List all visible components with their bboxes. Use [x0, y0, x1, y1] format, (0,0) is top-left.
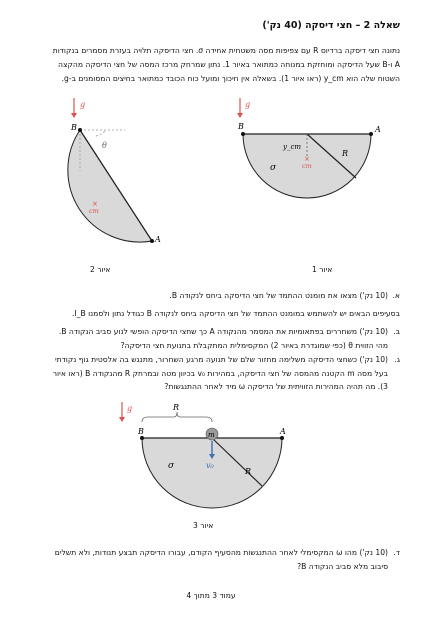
fig2-theta-label: θ — [102, 141, 107, 150]
fig2-half-disk — [68, 130, 152, 242]
fig3-A-label: A — [280, 427, 286, 436]
fig2-cm-cross: × — [92, 200, 98, 208]
fig1-B-label: B — [238, 122, 244, 131]
question-b-label: ב. — [393, 327, 400, 336]
question-title: שאלה 2 – חצי דיסקה (40 נק') — [262, 20, 400, 31]
question-c-line-2: בעל מסה m הקטנה מהמסה של חצי הדיסקה, במהירות v₀ בכיוון מטה ובמרחק R מהנקודה B (ראו איור — [52, 368, 388, 378]
fig3-g-label: g — [127, 404, 133, 413]
fig1-sigma-label: σ — [270, 163, 277, 173]
fig3-R-top-label: R — [173, 403, 180, 412]
fig1-R-label: R — [342, 149, 349, 158]
question-d-line-2: סיבוב מלא סביב הנקודה B? — [297, 561, 388, 571]
question-c — [20, 353, 400, 394]
fig1-cm-label: cm — [302, 162, 312, 170]
question-c-line-3: 3). מה תהיה המהירות הזוויתית של הדיסקה ω מיד לאחר ההתנגשות? — [164, 382, 388, 391]
fig1-ycm-label: y_cm — [283, 143, 302, 151]
note-paragraph: בסעיפים הבאים יש להשתמש במומנט ההתמד של חצי הדיסקה ביחס לנקודה B כגודל נתון ולסמנו I_B. — [71, 309, 400, 318]
figure-3-caption: איור 3 — [193, 521, 214, 530]
fig2-A-label: A — [155, 235, 161, 244]
page-footer: עמוד 3 מתוך 4 — [186, 591, 236, 600]
fig1-A-label: A — [375, 125, 381, 134]
figure-2-caption: איור 2 — [90, 265, 111, 274]
question-b-line-1: (10 נק') משחררים בפתאומיות את המסמר מהנקודה A כך שחצי הדיסקה הופשי לנוע סביב הנקודה B. — [58, 327, 388, 336]
question-c-line-1: (10 נק') כשחצי הדיסקה משלימה מחזור שלם של תנועה מרגע השחרור, מתנגש בה אלסטית גוף נקודתי — [54, 355, 388, 364]
fig2-cm-label: cm — [89, 207, 99, 215]
question-d — [20, 546, 400, 573]
question-a-text: (10 נק') מצאו את מומנט ההתמד של חצי הדיסקה ביחס לנקודה B. — [169, 291, 388, 300]
figure-1-caption: איור 1 — [312, 265, 333, 274]
question-b-line-2: מהי הזווית θ (כפי שמוגדרת באיור 2) המקסימלית המתקבלת בתנועת חצי הדיסקה? — [120, 340, 388, 350]
fig3-v0-label: v₀ — [206, 461, 214, 470]
question-a — [20, 289, 400, 303]
fig3-sigma-label: σ — [168, 461, 175, 471]
figure-2 — [40, 96, 170, 256]
fig2-theta-arc — [96, 130, 106, 136]
intro-paragraph — [20, 44, 400, 86]
figure-3 — [110, 398, 310, 518]
question-b — [20, 325, 400, 352]
fig3-R-label: R — [245, 467, 252, 476]
intro-line-1: נתונה חצי דיסקה ברדיוס R עם צפיפות מסה משטחית אחידה σ. חצי הדיסקה תלויה בעזרת מסמרים בנקודות — [52, 46, 400, 55]
fig3-m-label: m — [208, 431, 215, 439]
fig2-g-label: g — [80, 100, 86, 109]
fig2-B-label: B — [71, 123, 77, 132]
fig1-g-label: g — [245, 100, 251, 109]
question-d-line-1: (10 נק') מהו ω המקסימלי לאחר ההתנגשות מהסעיף הקודם, עבורו הדיסקה תבצע תנודות, ולא תשלים — [54, 548, 388, 557]
question-a-label: א. — [392, 291, 400, 300]
question-c-label: ג. — [394, 355, 400, 364]
fig3-R-brace — [142, 412, 212, 422]
figure-1 — [230, 96, 390, 216]
question-d-label: ד. — [393, 548, 400, 557]
fig1-cm-cross: × — [304, 155, 310, 163]
intro-line-2: A ו-B שעל הדיסקה ומוחזקת במנוחה כמתואר באיור 1. נתון שמרחק מרכז המסה של חצי הדיסקה מהקצה — [58, 60, 400, 69]
fig3-B-label: B — [138, 427, 144, 436]
intro-line-3: השטוח שלה הוא y_cm (ראו איור 1). בשאלה אין חיכוך ומועל כוח הכובד כמתואר בחיצים המסומנים ב-g. — [61, 74, 400, 83]
